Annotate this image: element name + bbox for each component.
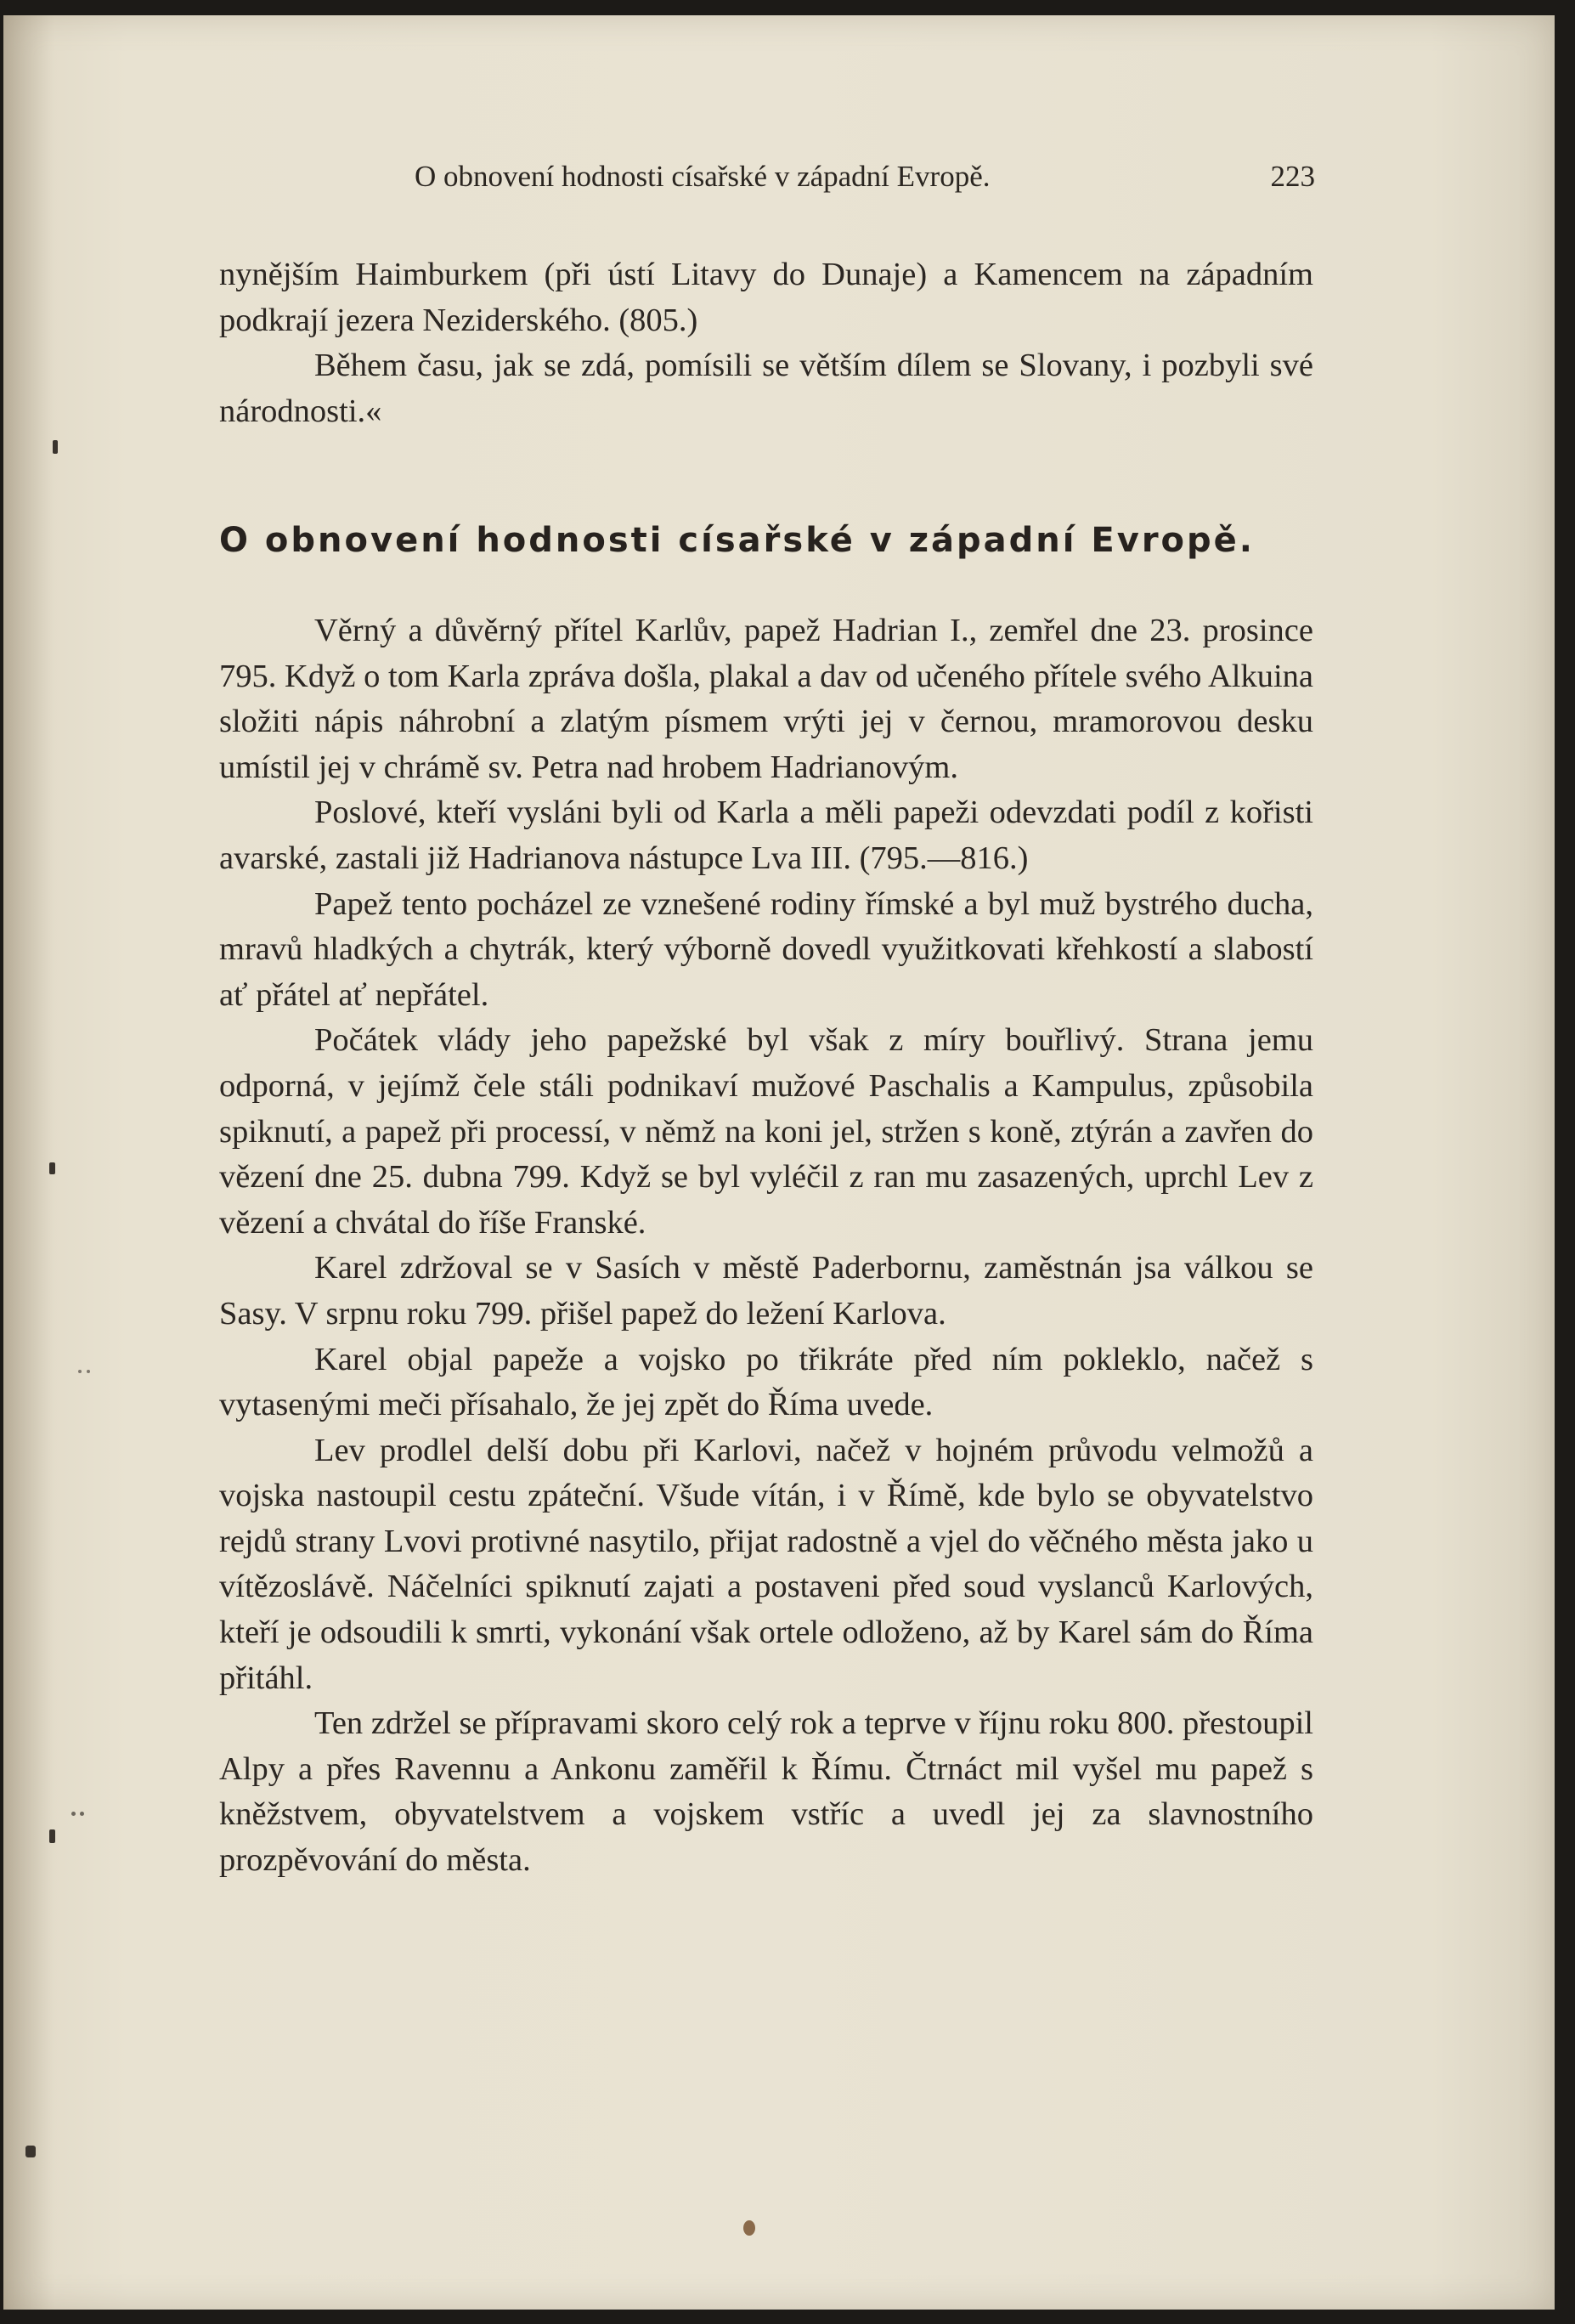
bottom-ornament-dot (743, 2220, 755, 2236)
section-paragraph-2: Poslové, kteří vysláni byli od Karla a měli papeži odevzdati podíl z kořisti avarské, zastali již Hadrianova nástupce Lva III. (795.—816.) (219, 794, 1313, 876)
margin-speck (49, 1162, 55, 1174)
margin-speck (80, 1812, 84, 1816)
section-paragraph-1: Věrný a důvěrný přítel Karlův, papež Hadrian I., zemřel dne 23. prosince 795. Když o tom Karla zpráva došla, plakal a dav od učeného přítele svého Alkuina složiti nápis náhrobní a zlatým písmem vrýti jej v černou, mramorovou desku umístil jej v chrámě sv. Petra nad hrobem Hadrianovým. (219, 613, 1313, 785)
margin-speck (78, 1370, 82, 1373)
page-number: 223 (1270, 160, 1315, 193)
section-text-block (219, 608, 1313, 1884)
section-paragraph-7: Lev prodlel delší dobu při Karlovi, načež v hojném průvodu velmožů a vojska nastoupil cestu zpáteční. Všude vítán, i v Římě, kde bylo se obyvatelstvo rejdů strany Lvovi protivné nasytilo, přijat radostně a vjel do věčného města jako u vítězoslávě. Náčelníci spiknutí zajati a postaveni před soud vyslanců Karlových, kteří je odsoudili k smrti, vykonání však ortele odloženo, až by Karel sám do Říma přitáhl. (219, 1432, 1313, 1696)
page-gutter-shadow (3, 15, 54, 2310)
intro-text-block (219, 252, 1313, 434)
margin-speck (53, 440, 58, 454)
section-paragraph-6: Karel objal papeže a vojsko po třikráte před ním pokleklo, načež s vytasenými meči přísahalo, že jej zpět do Říma uvede. (219, 1341, 1313, 1423)
intro-paragraph-1: nynějším Haimburkem (při ústí Litavy do Dunaje) a Kamencem na západním podkrají jezera Neziderského. (805.) (219, 257, 1313, 338)
margin-speck (25, 2146, 36, 2157)
section-paragraph-5: Karel zdržoval se v Sasích v městě Paderbornu, zaměstnán jsa válkou se Sasy. V srpnu roku 799. přišel papež do ležení Karlova. (219, 1250, 1313, 1332)
section-paragraph-8: Ten zdržel se přípravami skoro celý rok a teprve v říjnu roku 800. přestoupil Alpy a přes Ravennu a Ankonu zaměřil k Římu. Čtrnáct mil vyšel mu papež s kněžstvem, obyvatelstvem a vojskem vstříc a uvedl jej za slavnostního prozpěvování do města. (219, 1705, 1313, 1879)
running-title: O obnovení hodnosti císařské v západní Evropě. (415, 160, 991, 193)
section-paragraph-4: Počátek vlády jeho papežské byl však z míry bouřlivý. Strana jemu odporná, v jejímž čele stáli podnikaví mužové Paschalis a Kampulus, způsobila spiknutí, a papež při processí, v němž na koni jel, stržen s koně, ztýrán a zavřen do vězení dne 25. dubna 799. Když se byl vyléčil z ran mu zasazených, uprchl Lev z vězení a chvátal do říše Franské. (219, 1022, 1313, 1241)
section-heading: O obnovení hodnosti císařské v západní Evropě. (219, 521, 1255, 560)
running-head (415, 160, 1315, 201)
section-paragraph-3: Papež tento pocházel ze vznešené rodiny římské a byl muž bystrého ducha, mravů hladkých a chytrák, který výborně dovedl využitkovati křehkostí a slabostí ať přátel ať nepřátel. (219, 885, 1313, 1013)
margin-speck (87, 1370, 90, 1373)
margin-speck (49, 1829, 55, 1843)
margin-speck (71, 1812, 76, 1816)
intro-paragraph-2: Během času, jak se zdá, pomísili se větším dílem se Slovany, i pozbyli své národnosti.« (219, 348, 1313, 429)
